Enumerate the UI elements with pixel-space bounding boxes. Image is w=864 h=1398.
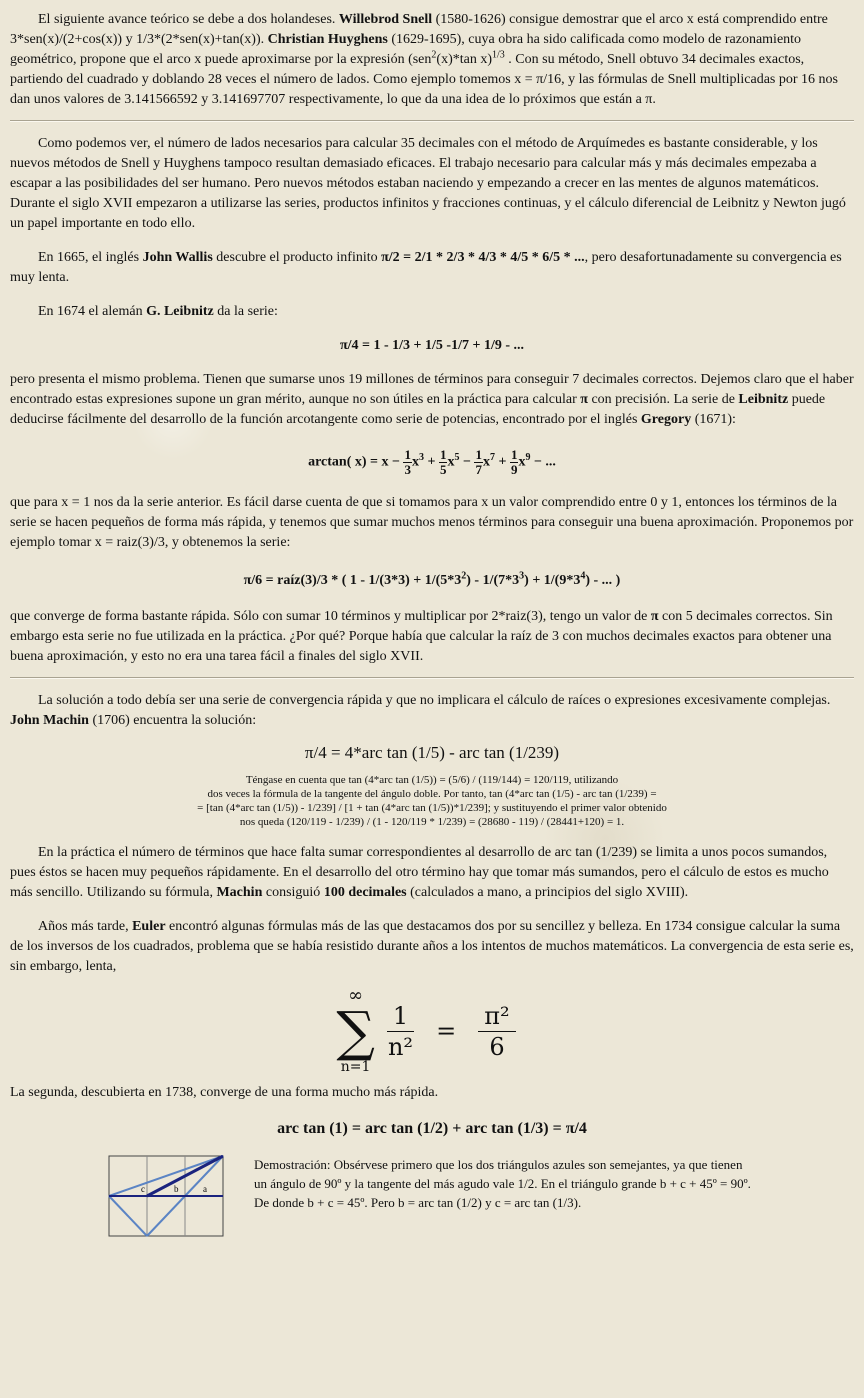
- paragraph-wallis: En 1665, el inglés John Wallis descubre el producto infinito π/2 = 2/1 * 2/3 * 4/3 * 4/5 * 6/5 * ..., pero desafortunadamente su convergencia es muy lenta.: [10, 250, 842, 285]
- name-snell: Willebrod Snell: [338, 12, 433, 27]
- demonstration-text: Demostración: Obsérvese primero que los dos triángulos azules son semejantes, ya que tienen un ángulo de 90º y la tangente del más agudo vale 1/2. En el triángulo grande b + c + 45º = 90º. De donde b + c = 45º. Pero b = arc tan (1/2) y c = arc tan (1/3).: [254, 1157, 751, 1210]
- euler-arctan-formula: arc tan (1) = arc tan (1/2) + arc tan (1/3) = π/4: [277, 1120, 587, 1137]
- name-machin-2: Machin: [216, 885, 263, 900]
- section-divider-2: [10, 677, 854, 679]
- basel-formula: ∞ ∑ n=1 $\frac{1}{\text{n²}}$ = $\frac{\text{π²}}{6}$: [10, 987, 854, 1075]
- demonstration: [108, 1155, 854, 1237]
- paragraph-series-intro: Como podemos ver, el número de lados necesarios para calcular 35 decimales con el método de Arquímedes es bastante considerable, y los nuevos métodos de Snell y Huyghens tampoco resultan demasiado eficaces. El trabajo necesario para calcular más y más decimales empezaba a escapar a las posibilidades del ser humano. Pero nuevos métodos estaban naciendo y empezando a crecer en las mentes de algunos matemáticos. Durante el siglo XVII empezaron a utilizarse las series, productos infinitos y fracciones continuas, y el cálculo diferencial de Leibnitz y Newton jugó un papel importante en todo ello.: [10, 136, 846, 231]
- pi6-series-formula: π/6 = raíz(3)/3 * ( $1 - 1/(3*3) + 1/(5*3^2) - 1/(7*3^3) + 1/(9*3^4)$ - ... ): [243, 570, 621, 588]
- figure-label-a: a: [203, 1184, 207, 1194]
- paragraph-leibnitz-problem: pero presenta el mismo problema. Tienen que sumarse unos 19 millones de términos para conseguir 7 decimales correctos. Dejemos claro que el haber encontrado estas expresiones supone un gran mérito, aunque no son útiles en la práctica para calcular π con precisión. La serie de Leibnitz puede deducirse fácilmente del desarrollo de la función arcotangente como serie de potencias, encontrado por el inglés Gregory (1671):: [10, 372, 854, 427]
- arctan-series-formula: arctan( x) = x − $\frac{1}{3}$ $x^3$ + $\frac{1}{5}$ $x^5$ − $\frac{1}{7}$ $x^7$ + $\frac{1}{9}$ $x^9$ − ...: [308, 447, 556, 477]
- name-huyghens: Christian Huyghens: [267, 32, 388, 47]
- triangles-figure: [108, 1155, 224, 1237]
- paragraph-machin-practice: En la práctica el número de términos que hace falta sumar correspondientes al desarrollo de arc tan (1/239) se limita a unos pocos sumandos, pues éstos se hacen muy pequeños rápidamente. En el desarrollo del otro término hay que tomar más sumandos, pero el cálculo de estos es mucho más sencillo. Utilizando su fórmula, Machin consiguió 100 decimales (calculados a mano, a principios del siglo XVIII).: [10, 845, 829, 900]
- wallis-product: π/2 = 2/1 * 2/3 * 4/3 * 4/5 * 6/5 * ...: [381, 250, 585, 265]
- pi-symbol: π: [580, 392, 588, 407]
- paragraph-snell-huyghens: El siguiente avance teórico se debe a dos holandeses. Willebrod Snell (1580-1626) consigue demostrar que el arco x está comprendido entre 3*sen(x)/(2+cos(x)) y 1/3*(2*sen(x)+tan(x)). Christian Huyghens (1629-1695), cuya obra ha sido calificada como modelo de razonamiento geométrico, propone que el arco x puede aproximarse por la expresión (sen$^2$(x)*tan x)$^{1/3}$ . Con su método, Snell obtuvo 34 decimales exactos, partiendo del cuadrado y doblando 28 veces el número de lados. Como ejemplo tomemos x = π/16, y las fórmulas de Snell multiplicadas por 16 nos dan unos valores de 3.141566592 y 3.141697707 respectivamente, lo que da una idea de lo próximos que están a π.: [10, 12, 838, 107]
- machin-note: Téngase en cuenta que tan (4*arc tan (1/5)) = (5/6) / (119/144) = 120/119, utilizando dos veces la fórmula de la tangente del ángulo doble. Por tanto, tan (4*arc tan (1/5) - arc tan (1/239) = = [tan (4*arc tan (1/5)) - 1/239] / [1 + tan (4*arc tan (1/5))*1/239]; y sustituyendo el primer valor obtenido nos queda (120/119 - 1/239) / (1 - 120/119 * 1/239) = (28680 - 119) / (28441+120) = 1.: [197, 774, 667, 828]
- name-leibnitz-2: Leibnitz: [738, 392, 789, 407]
- name-wallis: John Wallis: [142, 250, 213, 265]
- figure-label-c: c: [141, 1184, 145, 1194]
- name-machin: John Machin: [10, 713, 89, 728]
- paragraph-euler: Años más tarde, Euler encontró algunas fórmulas más de las que destacamos dos por su sencillez y belleza. En 1734 consigue calcular la suma de los inversos de los cuadrados, problema que se había resistido durante años a los intentos de muchos matemáticos. La convergencia de esta serie es, sin embargo, lenta,: [10, 919, 854, 974]
- paragraph-second-formula: La segunda, descubierta en 1738, converge de una forma mucho más rápida.: [10, 1085, 439, 1100]
- leibnitz-series-formula: π/4 = 1 - 1/3 + 1/5 -1/7 + 1/9 - ...: [339, 338, 525, 353]
- paragraph-machin: La solución a todo debía ser una serie de convergencia rápida y que no implicara el cálculo de raíces o expresiones excesivamente complejas. John Machin (1706) encuentra la solución:: [10, 693, 831, 728]
- hundred-decimals: 100 decimales: [323, 885, 407, 900]
- pi-symbol-2: π: [650, 609, 659, 624]
- figure-label-b: b: [174, 1184, 179, 1194]
- name-leibnitz: G. Leibnitz: [146, 304, 214, 319]
- sigma-symbol: ∑: [336, 1000, 375, 1063]
- section-divider: [10, 120, 854, 122]
- name-gregory: Gregory: [640, 412, 692, 427]
- name-euler: Euler: [132, 919, 166, 934]
- paragraph-sqrt3-problem: que converge de forma bastante rápida. Sólo con sumar 10 términos y multiplicar por 2*raiz(3), tengo un valor de π con 5 decimales correctos. Sin embargo esta serie no fue utilizada en la práctica. ¿Por qué? Porque había que calcular la raíz de 3 con muchos decimales exactos para obtener una buena aproximación, y esto no era una tarea fácil a finales del siglo XVII.: [10, 609, 833, 664]
- machin-formula: π/4 = 4*arc tan (1/5) - arc tan (1/239): [304, 743, 560, 762]
- paragraph-faster-convergence: que para x = 1 nos da la serie anterior. Es fácil darse cuenta de que si tomamos para x un valor comprendido entre 0 y 1, entonces los términos de la serie se hacen pequeños de forma más rápida, y tenemos que sumar muchos menos términos para conseguir una buena aproximación. Proponemos por ejemplo tomar x = raiz(3)/3, y obtenemos la serie:: [10, 495, 854, 550]
- paragraph-leibnitz: En 1674 el alemán G. Leibnitz da la serie:: [38, 304, 278, 319]
